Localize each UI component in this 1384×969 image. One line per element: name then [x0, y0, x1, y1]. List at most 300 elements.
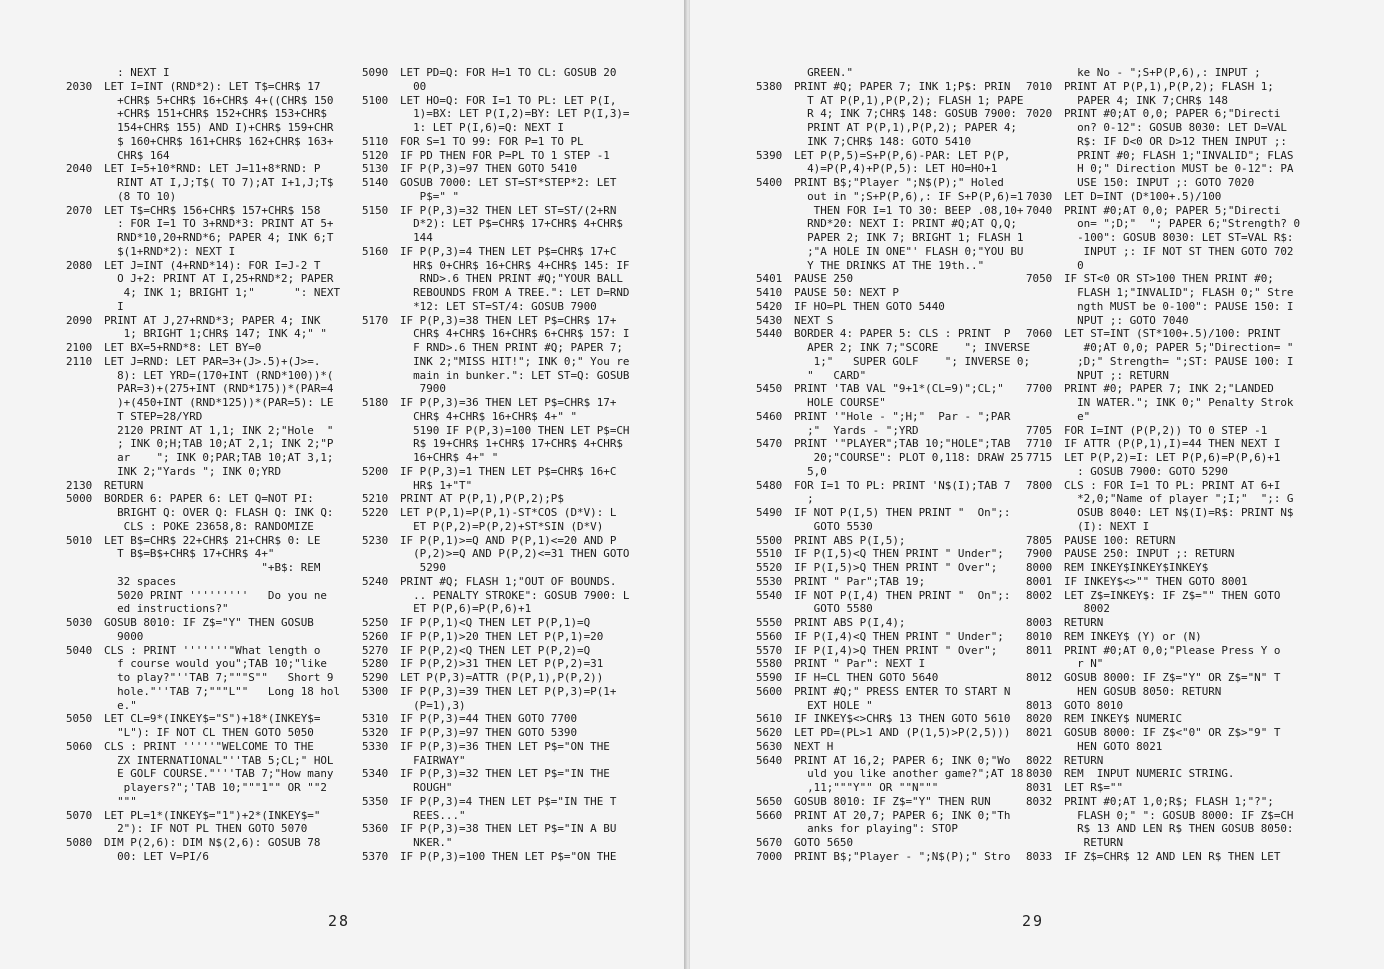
code-text: 00: LET V=PI/6 — [104, 849, 209, 863]
code-text: LET D=INT (D*100+.5)/100 — [1064, 189, 1222, 203]
code-line — [756, 327, 1030, 341]
code-line — [756, 836, 1030, 850]
code-line — [362, 465, 630, 479]
code-line — [362, 589, 630, 603]
code-text: 1)=BX: LET P(I,2)=BY: LET P(I,3)= — [400, 107, 630, 121]
code-line — [1026, 671, 1300, 685]
code-text: LET CL=9*(INKEY$="S")+18*(INKEY$= — [104, 712, 321, 726]
code-line — [362, 327, 630, 341]
code-text: REM INKEY$ NUMERIC — [1064, 712, 1183, 726]
line-number: 8031 — [1026, 781, 1053, 794]
code-line — [66, 740, 340, 754]
code-line — [66, 107, 340, 121]
code-text: PAUSE 50: NEXT P — [794, 286, 899, 299]
code-line — [362, 396, 630, 410]
code-text: ;D;" Strength= ";ST: PAUSE 100: I — [1064, 354, 1294, 368]
code-line — [756, 616, 1030, 630]
line-number: 8030 — [1026, 767, 1053, 781]
code-text: IF P(P,3)=97 THEN GOTO 5390 — [400, 726, 578, 739]
code-text: (P=1),3) — [400, 698, 466, 712]
line-number: 7050 — [1026, 272, 1053, 286]
code-line — [756, 850, 1030, 864]
code-line — [66, 204, 340, 218]
line-number: 5450 — [756, 382, 783, 396]
line-number: 5320 — [362, 726, 389, 739]
line-number: 7715 — [1026, 451, 1053, 464]
code-line — [1026, 162, 1300, 176]
code-line — [1026, 575, 1300, 589]
code-text: LET ST=INT (ST*100+.5)/100: PRINT — [1064, 327, 1281, 341]
code-line — [756, 699, 1030, 713]
code-text: LET I=INT (RND*2): LET T$=CHR$ 17 — [104, 79, 321, 93]
code-line — [1026, 190, 1300, 204]
code-text: #0;AT 0,0; PAPER 5;"Direction= " — [1064, 341, 1294, 354]
code-line — [756, 479, 1030, 493]
code-text: 20;"COURSE": PLOT 0,118: DRAW 25 — [794, 451, 1024, 464]
line-number: 5520 — [756, 561, 783, 574]
code-line — [1026, 644, 1300, 658]
code-line — [1026, 272, 1300, 286]
code-text: 2"): IF NOT PL THEN GOTO 5070 — [104, 822, 308, 836]
code-text: IF P(P,3)=32 THEN LET ST=ST/(2+RN — [400, 203, 617, 217]
code-text: (8 TO 10) — [104, 189, 177, 203]
code-text: )+(450+INT (RND*125))*(PAR=5): LE — [104, 396, 334, 409]
code-line — [362, 534, 630, 548]
code-line — [1026, 107, 1300, 121]
code-text: PRINT AT P(P,1),P(P,2); PAPER 4; — [794, 121, 1017, 134]
code-text: PRINT " Par";TAB 19; — [794, 574, 926, 588]
code-text: IF HO=PL THEN GOTO 5440 — [794, 299, 945, 313]
code-line — [756, 410, 1030, 424]
line-number: 5460 — [756, 409, 783, 423]
code-line — [66, 506, 340, 520]
code-text: PRINT AT 20,7; PAPER 6; INK 0;"Th — [794, 808, 1011, 822]
line-number: 5010 — [66, 533, 93, 547]
code-text: HR$ 1+"T" — [400, 478, 473, 492]
code-text: e." — [104, 698, 137, 712]
code-line — [756, 66, 1030, 80]
line-number: 7700 — [1026, 382, 1053, 396]
code-line — [362, 286, 630, 300]
code-line — [66, 630, 340, 644]
code-line — [66, 561, 340, 575]
code-line — [1026, 767, 1300, 781]
code-text: ET P(P,2)=P(P,2)+ST*SIN (D*V) — [400, 519, 604, 533]
code-line — [756, 492, 1030, 506]
code-text: FOR I=INT (P(P,2)) TO 0 STEP -1 — [1064, 423, 1268, 437]
line-number: 5070 — [66, 808, 93, 822]
code-text: D*2): LET P$=CHR$ 17+CHR$ 4+CHR$ — [400, 217, 623, 231]
code-line — [362, 492, 630, 506]
code-line — [756, 781, 1030, 795]
code-text: R$ 19+CHR$ 1+CHR$ 17+CHR$ 4+CHR$ — [400, 437, 623, 451]
code-line — [66, 795, 340, 809]
code-text: 1: LET P(I,6)=Q: NEXT I — [400, 121, 564, 134]
code-text: PRINT ABS P(I,4); — [794, 616, 906, 629]
line-number: 2110 — [66, 354, 93, 368]
line-number: 5110 — [362, 134, 389, 148]
code-text: F RND>.6 THEN PRINT #Q; PAPER 7; — [400, 341, 623, 354]
code-text: GOTO 5650 — [794, 836, 854, 849]
code-line — [362, 217, 630, 231]
line-number: 5540 — [756, 588, 783, 602]
line-number: 5670 — [756, 836, 783, 849]
code-text: hole."''TAB 7;"""L"" Long 18 hol — [104, 684, 341, 698]
code-line — [756, 107, 1030, 121]
code-line — [66, 520, 340, 534]
code-text: ; INK 0;H;TAB 10;AT 2,1; INK 2;"P — [104, 437, 334, 451]
code-line — [362, 410, 630, 424]
listing-column — [66, 66, 340, 864]
code-line — [1026, 740, 1300, 754]
line-number: 5050 — [66, 712, 93, 726]
line-number: 2090 — [66, 313, 93, 327]
code-line — [362, 382, 630, 396]
line-number: 7000 — [756, 849, 783, 863]
code-line — [1026, 754, 1300, 768]
code-line — [1026, 66, 1300, 80]
code-text: R$: IF D<0 OR D>12 THEN INPUT ;: — [1064, 134, 1287, 148]
code-text: IN WATER."; INK 0;" Penalty Strok — [1064, 396, 1294, 409]
code-line — [66, 575, 340, 589]
code-line — [1026, 286, 1300, 300]
code-line — [756, 726, 1030, 740]
code-text: CLS : FOR I=1 TO PL: PRINT AT 6+I — [1064, 478, 1281, 492]
code-text: 5,0 — [794, 464, 827, 478]
code-line — [756, 465, 1030, 479]
code-line — [66, 135, 340, 149]
line-number: 7010 — [1026, 79, 1053, 93]
code-text: LET T$=CHR$ 156+CHR$ 157+CHR$ 158 — [104, 203, 321, 217]
line-number: 5380 — [756, 79, 783, 93]
line-number: 8021 — [1026, 726, 1053, 739]
code-line — [1026, 781, 1300, 795]
code-line — [66, 781, 340, 795]
line-number: 5040 — [66, 643, 93, 657]
code-text: PRINT AT P(P,1),P(P,2);P$ — [400, 492, 564, 506]
code-line — [756, 712, 1030, 726]
code-text: IF ST<0 OR ST>100 THEN PRINT #0; — [1064, 272, 1274, 286]
code-text: PRINT #0;AT 0,0; PAPER 5;"Directi — [1064, 203, 1281, 217]
code-text: FLASH 1;"INVALID"; FLASH 0;" Stre — [1064, 286, 1294, 299]
code-text: FOR S=1 TO 99: FOR P=1 TO PL — [400, 134, 584, 148]
code-line — [756, 822, 1030, 836]
code-text: T STEP=28/YRD — [104, 409, 203, 423]
line-number: 8010 — [1026, 629, 1053, 643]
code-text: PRINT ABS P(I,5); — [794, 533, 906, 547]
code-text: e" — [1064, 409, 1091, 423]
code-text: T AT P(P,1),P(P,2); FLASH 1; PAPE — [794, 93, 1024, 107]
code-text: : GOSUB 7900: GOTO 5290 — [1064, 464, 1228, 478]
code-text: -100": GOSUB 8030: LET ST=VAL R$: — [1064, 231, 1294, 244]
code-line — [362, 767, 630, 781]
code-text: IF INKEY$<>CHR$ 13 THEN GOTO 5610 — [794, 712, 1011, 726]
code-text: IF P(P,3)=1 THEN LET P$=CHR$ 16+C — [400, 464, 617, 478]
code-line — [66, 836, 340, 850]
line-number: 2040 — [66, 162, 93, 176]
code-line — [1026, 602, 1300, 616]
code-line — [1026, 135, 1300, 149]
line-number: 7710 — [1026, 437, 1053, 451]
code-text: ngth MUST be 0-100": PAUSE 150: I — [1064, 299, 1294, 313]
code-line — [1026, 492, 1300, 506]
code-line — [66, 272, 340, 286]
code-line — [756, 382, 1030, 396]
code-line — [756, 561, 1030, 575]
code-text: PRINT #Q;" PRESS ENTER TO START N — [794, 684, 1011, 698]
code-line — [362, 602, 630, 616]
code-text: PAR=3)+(275+INT (RND*175))*(PAR=4 — [104, 382, 334, 396]
line-number: 5130 — [362, 162, 389, 176]
code-text: uld you like another game?";AT 18 — [794, 767, 1024, 781]
code-text: PAUSE 250: INPUT ;: RETURN — [1064, 547, 1235, 561]
code-text: I — [104, 299, 124, 313]
code-text: 4)=P(P,4)+P(P,5): LET HO=HO+1 — [794, 162, 998, 176]
code-text: REM INKEY$ (Y) or (N) — [1064, 629, 1202, 643]
line-number: 5080 — [66, 836, 93, 849]
line-number: 5030 — [66, 616, 93, 629]
line-number: 5630 — [756, 739, 783, 753]
line-number: 7705 — [1026, 423, 1053, 437]
code-line — [756, 630, 1030, 644]
code-text: GOSUB 8000: IF Z$="Y" OR Z$="N" T — [1064, 671, 1281, 684]
code-text: LET I=5+10*RND: LET J=11+8*RND: P — [104, 162, 321, 176]
code-text: PRINT #Q; PAPER 7; INK 1;P$: PRIN — [794, 79, 1011, 93]
code-text: IF P(P,1)>=Q AND P(P,1)<=20 AND P — [400, 533, 617, 547]
line-number: 5350 — [362, 794, 389, 808]
code-text: 1; BRIGHT 1;CHR$ 147; INK 4;" " — [104, 327, 327, 341]
code-line — [362, 644, 630, 658]
code-line — [66, 355, 340, 369]
code-line — [66, 245, 340, 259]
line-number: 8012 — [1026, 671, 1053, 684]
code-text: T B$=B$+CHR$ 17+CHR$ 4+" — [104, 547, 275, 561]
code-text: IF P(P,3)=39 THEN LET P(P,3)=P(1+ — [400, 684, 617, 698]
code-text: INK 2;"Yards "; INK 0;YRD — [104, 464, 282, 478]
code-text: REM INKEY$INKEY$INKEY$ — [1064, 561, 1209, 574]
code-text: HEN GOSUB 8050: RETURN — [1064, 684, 1222, 698]
code-text: LET PL=1*(INKEY$="1")+2*(INKEY$=" — [104, 808, 321, 822]
line-number: 5160 — [362, 244, 389, 258]
code-line — [362, 300, 630, 314]
code-line — [756, 286, 1030, 300]
code-text: IF P(P,3)=38 THEN LET P$=CHR$ 17+ — [400, 313, 617, 327]
code-line — [362, 355, 630, 369]
code-line — [66, 314, 340, 328]
line-number: 7900 — [1026, 547, 1053, 561]
code-text: USE 150: INPUT ;: GOTO 7020 — [1064, 176, 1255, 189]
code-line — [1026, 547, 1300, 561]
line-number: 5220 — [362, 506, 389, 519]
code-line — [756, 162, 1030, 176]
code-line — [362, 162, 630, 176]
code-text: H 0;" Direction MUST be 0-12": PA — [1064, 162, 1294, 176]
code-text: LET P(P,2)=I: LET P(P,6)=P(P,6)+1 — [1064, 451, 1281, 464]
code-text: *12: LET ST=ST/4: GOSUB 7900 — [400, 299, 597, 313]
code-text: f course would you";TAB 10;"like — [104, 657, 327, 671]
code-text: $ 160+CHR$ 161+CHR$ 162+CHR$ 163+ — [104, 134, 334, 148]
code-line — [362, 561, 630, 575]
code-text: PRINT #0; PAPER 7; INK 2;"LANDED — [1064, 382, 1274, 396]
line-number: 7060 — [1026, 327, 1053, 341]
code-text: +CHR$ 5+CHR$ 16+CHR$ 4+((CHR$ 150 — [104, 93, 334, 107]
code-text: 5020 PRINT ''''''''' Do you ne — [104, 588, 327, 602]
code-text: PRINT #0;AT 0,0;"Please Press Y o — [1064, 643, 1281, 657]
code-text: APER 2; INK 7;"SCORE "; INVERSE — [794, 341, 1031, 354]
code-line — [362, 451, 630, 465]
code-line — [756, 767, 1030, 781]
code-line — [756, 94, 1030, 108]
code-line — [362, 685, 630, 699]
listing-column — [1026, 66, 1300, 864]
line-number: 8003 — [1026, 616, 1053, 629]
code-line — [756, 754, 1030, 768]
code-line — [362, 369, 630, 383]
code-line — [756, 575, 1030, 589]
code-text: GOTO 5530 — [794, 519, 873, 533]
code-line — [1026, 424, 1300, 438]
code-line — [362, 712, 630, 726]
code-text: IF Z$=CHR$ 12 AND LEN R$ THEN LET — [1064, 849, 1281, 863]
code-line — [1026, 616, 1300, 630]
code-text: CHR$ 4+CHR$ 16+CHR$ 4+" " — [400, 409, 578, 423]
line-number: 5150 — [362, 203, 389, 217]
code-line — [756, 314, 1030, 328]
code-line — [1026, 561, 1300, 575]
code-line — [756, 795, 1030, 809]
code-text: REBOUNDS FROM A TREE.": LET D=RND — [400, 286, 630, 299]
code-text: r N" — [1064, 657, 1104, 671]
code-text: IF P(I,5)>Q THEN PRINT " Over"; — [794, 561, 998, 574]
code-line — [1026, 396, 1300, 410]
code-line — [362, 506, 630, 520]
code-line — [66, 547, 340, 561]
code-line — [1026, 630, 1300, 644]
code-line — [756, 355, 1030, 369]
code-text: PRINT AT P(P,1),P(P,2); FLASH 1; — [1064, 79, 1274, 93]
code-line — [362, 245, 630, 259]
code-text: 144 — [400, 231, 433, 244]
code-text: GOSUB 8010: IF Z$="Y" THEN GOSUB — [104, 616, 314, 629]
code-line — [66, 767, 340, 781]
code-text: 9000 — [104, 629, 144, 643]
code-text: PRINT B$;"Player - ";N$(P);" Stro — [794, 849, 1011, 863]
code-text: IF P(I,5)<Q THEN PRINT " Under"; — [794, 547, 1004, 561]
line-number: 5640 — [756, 753, 783, 767]
code-line — [66, 465, 340, 479]
code-text: LET R$="" — [1064, 781, 1124, 794]
code-text: GOTO 5580 — [794, 602, 873, 616]
line-number: 8000 — [1026, 561, 1053, 574]
code-line — [1026, 217, 1300, 231]
code-text: LET P(P,3)=ATTR (P(P,1),P(P,2)) — [400, 671, 604, 684]
line-number: 2030 — [66, 79, 93, 93]
code-line — [1026, 479, 1300, 493]
code-text: RND*10,20+RND*6; PAPER 4; INK 6;T — [104, 231, 334, 244]
line-number: 5440 — [756, 327, 783, 341]
code-text: PRINT AT J,27+RND*3; PAPER 4; INK — [104, 313, 321, 327]
code-line — [756, 245, 1030, 259]
code-line — [362, 94, 630, 108]
right-page — [690, 0, 1384, 969]
code-text: ,11;"""Y"" OR ""N""" — [794, 781, 939, 794]
code-text: IF P(P,3)=38 THEN LET P$="IN A BU — [400, 822, 617, 836]
code-text: LET HO=Q: FOR I=1 TO PL: LET P(I, — [400, 93, 617, 107]
code-line — [1026, 726, 1300, 740]
code-text: $(1+RND*2): NEXT I — [104, 244, 236, 258]
line-number: 5260 — [362, 629, 389, 643]
code-text: 0 — [1064, 258, 1084, 272]
code-line — [1026, 231, 1300, 245]
code-line — [66, 809, 340, 823]
line-number: 5410 — [756, 286, 783, 299]
code-line — [1026, 465, 1300, 479]
code-line — [1026, 506, 1300, 520]
code-line — [362, 616, 630, 630]
code-line — [1026, 300, 1300, 314]
code-line — [362, 795, 630, 809]
code-text: RND*20: NEXT I: PRINT #Q;AT Q,Q; — [794, 217, 1017, 231]
code-text: 32 spaces — [104, 574, 177, 588]
code-line — [756, 121, 1030, 135]
code-text: RETURN — [1064, 616, 1104, 629]
code-text: to play?"''TAB 7;"""S"" Short 9 — [104, 671, 334, 684]
line-number: 5170 — [362, 313, 389, 327]
code-line — [362, 781, 630, 795]
code-text: IF NOT P(I,5) THEN PRINT " On";: — [794, 506, 1011, 519]
code-text: RETURN — [1064, 753, 1104, 767]
code-line — [362, 176, 630, 190]
code-line — [362, 630, 630, 644]
code-text: E GOLF COURSE."'''TAB 7;"How many — [104, 767, 334, 781]
code-text: GOSUB 8000: IF Z$<"0" OR Z$>"9" T — [1064, 726, 1281, 739]
code-line — [756, 80, 1030, 94]
code-text: LET PD=Q: FOR H=1 TO CL: GOSUB 20 — [400, 66, 617, 79]
code-text: IF PD THEN FOR P=PL TO 1 STEP -1 — [400, 148, 610, 162]
code-text: 5190 IF P(P,3)=100 THEN LET P$=CH — [400, 423, 630, 437]
code-line — [756, 369, 1030, 383]
code-text: INK 7;CHR$ 148: GOTO 5410 — [794, 134, 972, 148]
code-text: LET Z$=INKEY$: IF Z$="" THEN GOTO — [1064, 588, 1281, 602]
code-line — [66, 657, 340, 671]
code-line — [362, 341, 630, 355]
line-number: 5360 — [362, 822, 389, 836]
line-number: 5580 — [756, 657, 783, 671]
code-text: 154+CHR$ 155) AND I)+CHR$ 159+CHR — [104, 121, 334, 134]
code-text: IF P(P,3)=36 THEN LET P$=CHR$ 17+ — [400, 396, 617, 409]
code-text: IF INKEY$<>"" THEN GOTO 8001 — [1064, 574, 1248, 588]
line-number: 5530 — [756, 574, 783, 588]
line-number: 5430 — [756, 313, 783, 327]
code-line — [66, 369, 340, 383]
code-line — [362, 190, 630, 204]
line-number: 8013 — [1026, 698, 1053, 712]
code-line — [362, 657, 630, 671]
code-text: PRINT #0;AT 0,0; PAPER 6;"Directi — [1064, 107, 1281, 121]
code-text: PRINT '"Hole - ";H;" Par - ";PAR — [794, 409, 1011, 423]
code-line — [362, 754, 630, 768]
code-text: CLS : PRINT '''''''"What length o — [104, 643, 321, 657]
code-text: ;"A HOLE IN ONE"' FLASH 0;"YOU BU — [794, 244, 1024, 258]
line-number: 2130 — [66, 478, 93, 492]
line-number: 8011 — [1026, 643, 1053, 657]
code-line — [66, 162, 340, 176]
code-line — [756, 740, 1030, 754]
code-text: ET P(P,6)=P(P,6)+1 — [400, 602, 532, 616]
line-number: 7800 — [1026, 478, 1053, 492]
code-line — [66, 80, 340, 94]
code-line — [756, 300, 1030, 314]
